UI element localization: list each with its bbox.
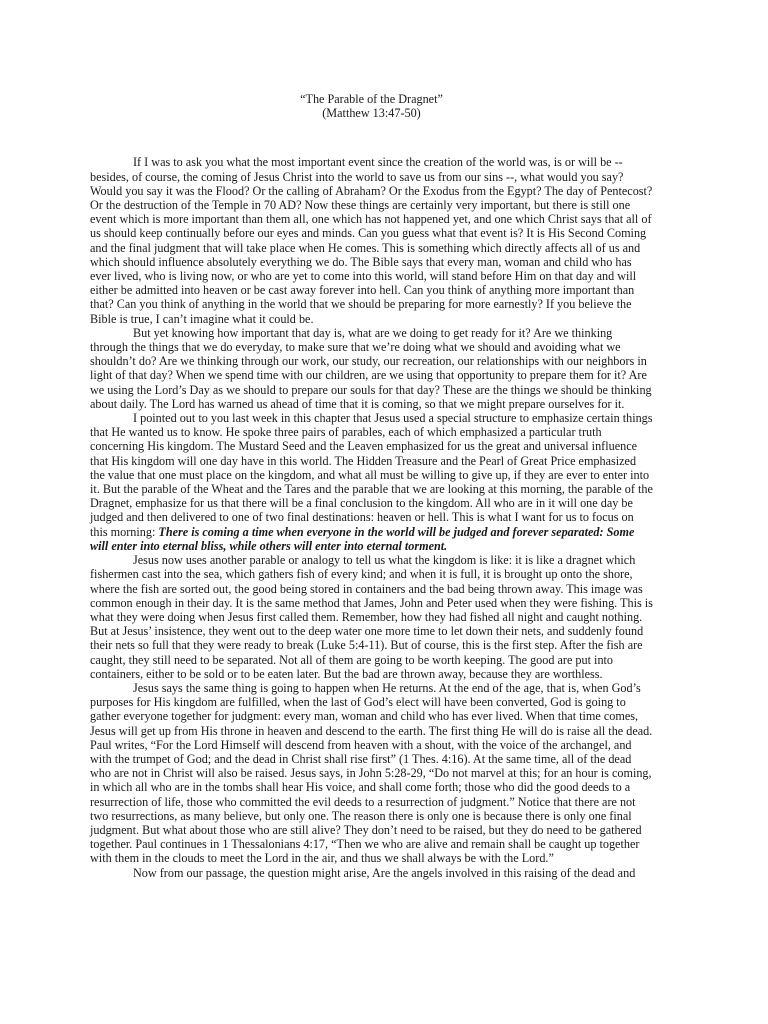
paragraph <box>90 866 653 880</box>
paragraph-text: But yet knowing how important that day is, what are we doing to get ready for it? Are we thinking through the things that we do everyday, to make sure that we’re doing what we should and avoiding what we shouldn’t do? Are we thinking through our work, our study, our recreation, our relationships with our neighbors in light of that day? When we spend time with our children, are we using that opportunity to prepare them for it? Are we using the Lord’s Day as we should to prepare our souls for that day? These are the things we should be thinking about daily. The Lord has warned us ahead of time that it is coming, so that we might prepare ourselves for it. <box>90 325 652 411</box>
paragraph-text: I pointed out to you last week in this chapter that Jesus used a special structure to emphasize certain things that He wanted us to know. He spoke three pairs of parables, each of which emphasized a particular truth concerning His kingdom. The Mustard Seed and the Leaven emphasized for us the great and universal influence that His kingdom will one day have in this world. The Hidden Treasure and the Pearl of Great Price emphasized the value that one must place on the kingdom, and what all must be willing to give up, if they are ever to enter into it. But the parable of the Wheat and the Tares and the parable that we are looking at this morning, the parable of the Dragnet, emphasize for us that there will be a final conclusion to the kingdom. All who are in it will one day be judged and then delivered to one of two final destinations: heaven or hell. This is what I want for us to focus on this morning: <box>90 411 653 539</box>
paragraph-text: Now from our passage, the question might arise, Are the angels involved in this raising of the dead and <box>133 865 636 880</box>
paragraph-text: Jesus says the same thing is going to happen when He returns. At the end of the age, that is, when God’s purposes for His kingdom are fulfilled, when the last of God’s elect will have been converted, God is going to gather everyone together for judgment: every man, woman and child who has ever lived. When that time comes, Jesus will get up from His throne in heaven and descend to the earth. The first thing He will do is raise all the dead. Paul writes, “For the Lord Himself will descend from heaven with a shout, with the voice of the archangel, and with the trumpet of God; and the dead in Christ shall rise first” (1 Thes. 4:16). At the same time, all of the dead who are not in Christ will also be raised. Jesus says, in John 5:28-29, “Do not marvel at this; for an hour is coming, in which all who are in the tombs shall hear His voice, and shall come forth; those who did the good deeds to a resurrection of life, those who committed the evil deeds to a resurrection of judgment.” Notice that there are not two resurrections, as many believe, but only one. The reason there is only one is because there is only one final judgment. But what about those who are still alive? They don’t need to be raised, but they do need to be gathered together. Paul continues in 1 Thessalonians 4:17, “Then we who are alive and remain shall be caught up together with them in the clouds to meet the Lord in the air, and thus we shall always be with the Lord.” <box>90 680 653 866</box>
emphasized-text: There is coming a time when everyone in the world will be judged and forever separated: Some will enter into eternal bliss, while others will enter into eternal torment. <box>90 524 635 553</box>
paragraph <box>90 411 653 553</box>
paragraph <box>90 681 653 866</box>
title-block <box>90 92 653 120</box>
paragraph-text: Jesus now uses another parable or analogy to tell us what the kingdom is like: it is like a dragnet which fishermen cast into the sea, which gathers fish of every kind; and when it is full, it is brought up onto the shore, where the fish are sorted out, the good being stored in containers and the bad being thrown away. This image was common enough in their day. It is the same method that James, John and Peter used when they were fishing. This is what they were doing when Jesus first called them. Remember, how they had fished all night and caught nothing. But at Jesus’ insistence, they went out to the deep water one more time to let down their nets, and suddenly found their nets so full that they were ready to break (Luke 5:4-11). But of course, this is the first step. After the fish are caught, they still need to be separated. Not all of them are going to be worth keeping. The good are put into containers, either to be sold or to be eaten later. But the bad are thrown away, because they are worthless. <box>90 553 653 681</box>
paragraph <box>90 155 653 325</box>
document-body <box>90 155 653 879</box>
paragraph <box>90 553 653 681</box>
paragraph-text: If I was to ask you what the most important event since the creation of the world was, is or will be -- besides, of course, the coming of Jesus Christ into the world to save us from our sins --, what would you say? Would you say it was the Flood? Or the calling of Abraham? Or the Exodus from the Egypt? The day of Pentecost? Or the destruction of the Temple in 70 AD? Now these things are certainly very important, but there is still one event which is more important than them all, one which has not happened yet, and one which Christ says that all of us should keep continually before our eyes and minds. Can you guess what that event is? It is His Second Coming and the final judgment that will take place when He comes. This is something which directly affects all of us and which should influence absolutely everything we do. The Bible says that every man, woman and child who has ever lived, who is living now, or who are yet to come into this world, will stand before Him on that day and will either be admitted into heaven or be cast away forever into hell. Can you think of anything more important than that? Can you think of anything in the world that we should be preparing for more earnestly? If you believe the Bible is true, I can’t imagine what it could be. <box>90 155 653 326</box>
scripture-reference: (Matthew 13:47-50) <box>322 106 421 121</box>
document-title: “The Parable of the Dragnet” <box>300 92 443 106</box>
paragraph <box>90 326 653 411</box>
